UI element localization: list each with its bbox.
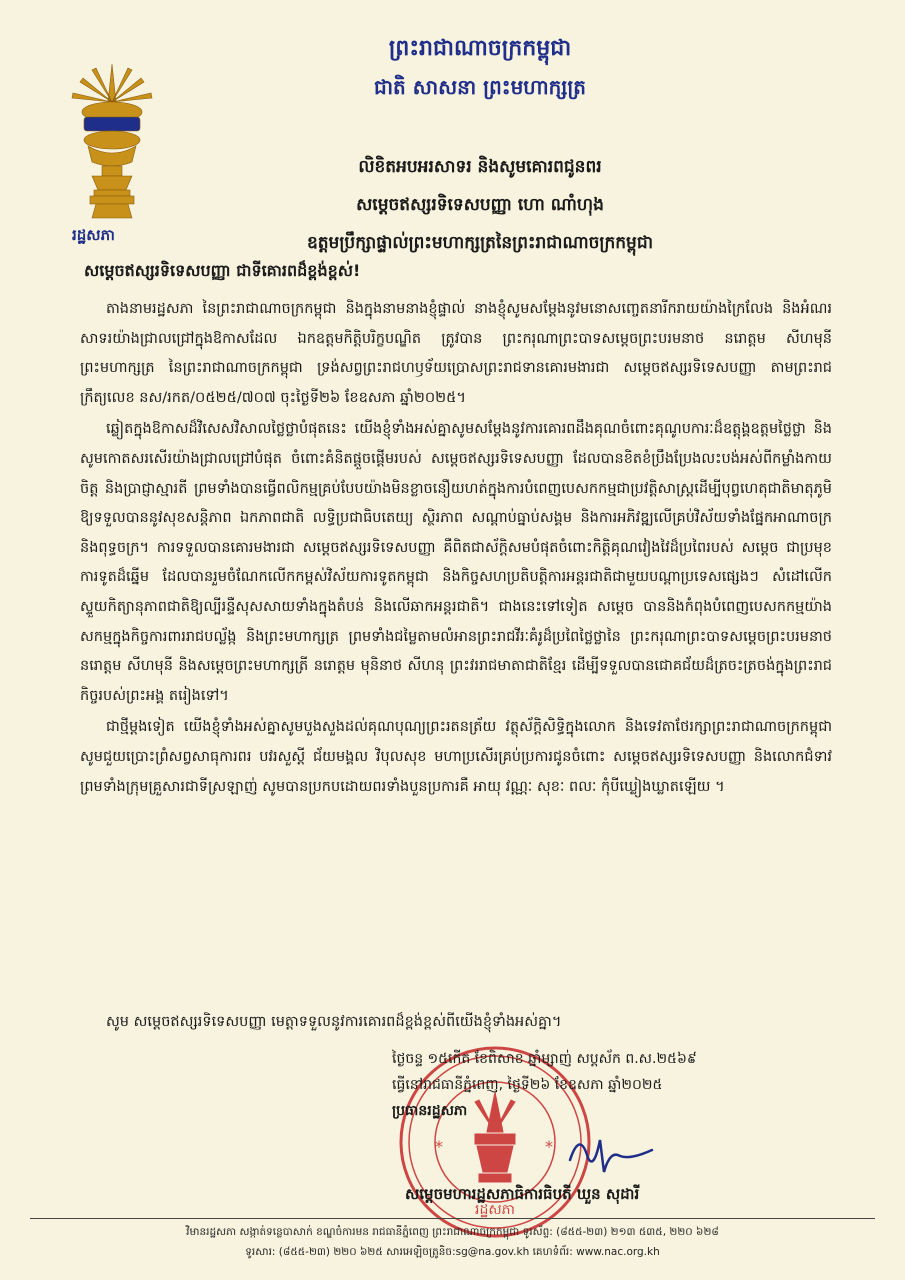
footer <box>30 1222 875 1262</box>
paragraph-2: ឆ្លៀតក្នុងឱកាសដ៏វិសេសវិសាលថ្លៃថ្លាបំផុតនេះ យើងខ្ញុំទាំងអស់គ្នាសូមសម្តែងនូវការគោរពដឹងគុណចំពោះគុណូបការៈដ៏ឧត្តុង្គឧត្តមថ្លៃថ្លា និងសូមកោតសរសើរយ៉ាងជ្រាលជ្រៅបំផុត ចំពោះគំនិតផ្តួចផ្តើមរបស់ សម្តេចឥស្សរទិទេសបញ្ញា ដែលបានខិតខំប្រឹងប្រែងលះបង់អស់ពីកម្លាំងកាយចិត្ត និងប្រាជ្ញាស្មារតី ព្រមទាំងបានធ្វើពលិកម្មគ្រប់បែបយ៉ាងមិនខ្លាចនឿយហត់ក្នុងការបំពេញបេសកកម្មជាប្រវត្តិសាស្ត្រដើម្បីបុព្វហេតុជាតិមាតុភូមិឱ្យទទួលបាននូវសុខសន្តិភាព ឯកភាពជាតិ លទ្ធិប្រជាធិបតេយ្យ ស្ថិរភាព សណ្តាប់ធ្នាប់សង្គម និងការអភិវឌ្ឍលើគ្រប់វិស័យទាំងផ្នែកអាណាចក្រ និងពុទ្ធចក្រ។ ការទទួលបានគោរមងារជា សម្តេចឥស្សរទិទេសបញ្ញា គឺពិតជាស័ក្តិសមបំផុតចំពោះកិត្តិគុណវៀងវៃដ៏ប្រពៃរបស់ សម្តេច ជាប្រមុខការទូតដ៏ឆ្នើម ដែលបានរួមចំណែកលើកកម្ពស់វិស័យការទូតកម្ពុជា និងកិច្ចសហប្រតិបត្តិការអន្តរជាតិជាមួយបណ្តាប្រទេសផ្សេងៗ សំដៅលើកស្ទួយកិត្យានុភាពជាតិឱ្យល្បីរន្ទឺសុសសាយទាំងក្នុងតំបន់ និងលើឆាកអន្តរជាតិ។ ជាងនេះទៅទៀត សម្តេច បាននិងកំពុងបំពេញបេសកកម្មយ៉ាងសកម្មក្នុងកិច្ចការពាររាជបល្ល័ង្ក និងព្រះមហាក្សត្រ ព្រមទាំងជម្លៃតាមលំអានព្រះរាជវីរៈគំរូដ៏ប្រពៃថ្លៃថ្លានៃ ព្រះករុណាព្រះបាទសម្តេចព្រះបរមនាថ នរោត្តម សីហមុនី និងសម្តេចព្រះមហាក្សត្រី នរោត្តម មុនិនាថ សីហនុ ព្រះវររាជមាតាជាតិខ្មែរ ដើម្បីទទួលបានជោគជ័យដ៏ត្រចះត្រចង់ក្នុងព្រះរាជកិច្ចរបស់ព្រះអង្គ តរៀងទៅ។ <box>80 421 832 704</box>
paragraph-3: ជាថ្មីម្តងទៀត យើងខ្ញុំទាំងអស់គ្នាសូមបួងសួងដល់គុណបុណ្យព្រះរតនត្រ័យ វត្ថុស័ក្តិសិទ្ធិក្នុងលោក និងទេវតាថែរក្សាព្រះរាជាណាចក្រកម្ពុជា សូមជួយប្រោះព្រំសព្វសាធុការពរ បវរសួស្តី ជ័យមង្គល វិបុលសុខ មហាប្រសើរគ្រប់ប្រការជូនចំពោះ សម្តេចឥស្សរទិទេសបញ្ញា និងលោកជំទាវ ព្រមទាំងក្រុមគ្រួសារជាទីស្រឡាញ់ សូមបានប្រកបដោយពរទាំងបួនប្រការគឺ អាយុ វណ្ណៈ សុខៈ ពលៈ កុំបីឃ្លៀងឃ្លាតឡើយ ។ <box>80 719 832 795</box>
date-block <box>392 1046 812 1124</box>
letter-title <box>200 148 760 262</box>
solar-date: ធ្វើនៅរាជធានីភ្នំពេញ, ថ្ងៃទី២៦ ខែឧសភា ឆ្នាំ២០២៥ <box>392 1077 663 1093</box>
title-line-2: សម្តេចឥស្សរទិទេសបញ្ញា ហោ ណាំហុង <box>356 195 604 215</box>
footer-address: វិមានរដ្ឋសភា សង្កាត់ទន្លេបាសាក់ ខណ្ឌចំការមន រាជធានីភ្នំពេញ ព្រះរាជាណាចក្រកម្ពុជា ទូរស័ព្ទ: (៨៥៥-២៣) ២១៣ ៥៣៥, ២២០ ៦២៨ <box>186 1226 719 1238</box>
closing-line: សូម សម្តេចឥស្សរទិទេសបញ្ញា មេត្តាទទួលនូវការគោរពដ៏ខ្ពង់ខ្ពស់ពីយើងខ្ញុំទាំងអស់គ្នា។ <box>106 1014 562 1030</box>
footer-divider <box>30 1218 875 1219</box>
national-assembly-emblem <box>62 62 162 222</box>
signer-title: ប្រធានរដ្ឋសភា <box>392 1103 468 1119</box>
paragraph-1: តាងនាមរដ្ឋសភា នៃព្រះរាជាណាចក្រកម្ពុជា និងក្នុងនាមនាងខ្ញុំផ្ទាល់ នាងខ្ញុំសូមសម្តែងនូវមនោសញ្ចេតនារីករាយយ៉ាងក្រៃលែង និងអំណរសាទរយ៉ាងជ្រាលជ្រៅក្នុងឱកាសដែល ឯកឧត្តមកិត្តិបរិក្ខបណ្ឌិត ត្រូវបាន ព្រះករុណាព្រះបាទសម្តេចព្រះបរមនាថ នរោត្តម សីហមុនី ព្រះមហាក្សត្រ នៃព្រះរាជាណាចក្រកម្ពុជា ទ្រង់សព្វព្រះរាជហឫទ័យប្រោសព្រះរាជទានគោរមងារជា សម្តេចឥស្សរទិទេសបញ្ញា តាមព្រះរាជក្រឹត្យលេខ នស/រកត/០៥២៥/៧០៧ ចុះថ្ងៃទី២៦ ខែឧសភា ឆ្នាំ២០២៥។ <box>80 301 832 406</box>
svg-text:*: * <box>545 1137 553 1156</box>
salutation: សម្តេចឥស្សរទិទេសបញ្ញា ជាទីគោរពដ៏ខ្ពង់ខ្ពស់! <box>84 261 361 280</box>
handwritten-signature <box>560 1120 660 1180</box>
seal-text: រដ្ឋសភា <box>475 1202 515 1218</box>
title-line-3: ឧត្តមប្រឹក្សាផ្ទាល់ព្រះមហាក្សត្រនៃព្រះរាជាណាចក្រកម្ពុជា <box>306 233 654 253</box>
signer-name: សម្តេចមហារដ្ឋសភាធិការធិបតី ឃួន សុដារី <box>405 1185 640 1203</box>
organization-label: រដ្ឋសភា <box>72 226 115 244</box>
svg-text:*: * <box>435 1137 443 1156</box>
national-motto: ជាតិ សាសនា ព្រះមហាក្សត្រ <box>374 75 586 99</box>
lunar-date: ថ្ងៃចន្ទ ១៥កើត ខែពិសាខ ឆ្នាំម្សាញ់ សប្តស័ក ព.ស.២៥៦៩ <box>392 1051 697 1067</box>
title-line-1: លិខិតអបអរសាទរ និងសូមគោរពជូនពរ <box>358 157 602 177</box>
footer-contact: ទូរសារ: (៨៥៥-២៣) ២២០ ៦២៥ សារអេឡិចត្រូនិច:sg@na.gov.kh គេហទំព័រ: www.nac.org.kh <box>245 1246 660 1258</box>
letter-body <box>80 295 832 804</box>
kingdom-heading: ព្រះរាជាណាចក្រកម្ពុជា <box>388 36 572 61</box>
